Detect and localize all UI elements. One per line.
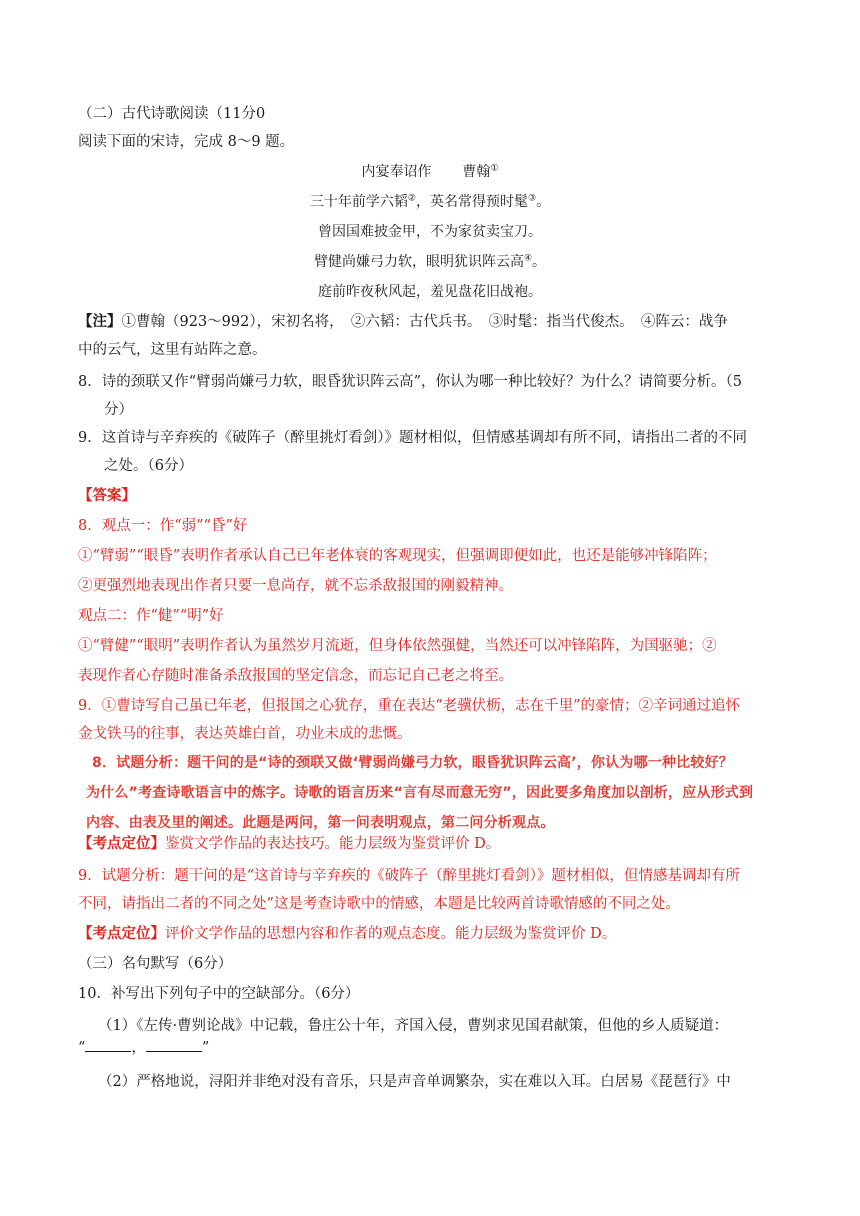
poem-author: 曹翰 <box>462 164 491 180</box>
analysis-8-line-1: 8．试题分析：题干问的是“诗的颈联又做‘臂弱尚嫌弓力软，眼昏犹识阵云高’，你认为哪一种比较好？ <box>92 755 733 771</box>
key-point-8-label: 【考点定位】 <box>78 835 165 852</box>
note-text-1: ①曹翰（923～992），宋初名将， ②六韬：古代兵书。 ③时髦：指当代俊杰。 ④阵云：战争 <box>121 314 728 330</box>
key-point-9 <box>78 924 784 944</box>
analysis-8-line-3: 内容、由表及里的阐述。此题是两问，第一问表明观点，第二问分析观点。 <box>86 815 555 831</box>
analysis-8-image <box>78 746 838 834</box>
analysis-9-line-1: 9．试题分析：题干问的是“这首诗与辛弃疾的《破阵子（醉里挑灯看剑）》题材相似，但情感基调却有所 <box>78 868 740 884</box>
quote-open: “ <box>78 1040 86 1056</box>
question-8-line-2: 分） <box>104 402 133 418</box>
poem-line-1-a: 三十年前学六韬 <box>309 194 408 210</box>
question-10-1: （1）《左传·曹刿论战》中记载，鲁庄公十年，齐国入侵，曹刿求见国君献策，但他的乡人质疑道： <box>98 1018 729 1034</box>
question-8-line-1: 8．诗的颈联又作“臂弱尚嫌弓力软，眼昏犹识阵云高”，你认为哪一种比较好？为什么？请简要分析。（5 <box>78 374 743 390</box>
note-label: 【注】 <box>78 313 122 330</box>
answer-8-view-1: 8．观点一：作“弱”“昏”好 <box>78 518 248 534</box>
answer-label: 【答案】 <box>78 487 136 504</box>
answer-8-view-1-line-1: ①“臂弱”“眼昏”表明作者承认自己已年老体衰的客观现实，但强调即便如此，也还是能够冲锋陷阵； <box>78 548 717 564</box>
key-point-9-text: 评价文学作品的思想内容和作者的观点态度。能力层级为鉴赏评价 D。 <box>165 926 617 942</box>
poem-line-3-note: ④ <box>523 253 533 264</box>
poem-heading <box>0 162 860 182</box>
poem-line-1 <box>0 192 860 212</box>
poem-author-note: ① <box>490 163 499 174</box>
poem-line-3-a: 臂健尚嫌弓力软，眼明犹识阵云高 <box>313 254 524 270</box>
section3-title: （三）名句默写（6分） <box>78 956 233 972</box>
poem-line-3 <box>0 252 860 272</box>
blank-comma: ， <box>131 1040 146 1056</box>
answer-8-view-2-line-2: 表现作者心存随时准备杀敌报国的坚定信念，而忘记自己老之将至。 <box>78 668 513 684</box>
poem-line-3-b: 。 <box>532 254 547 270</box>
answer-9-line-2: 金戈铁马的往事，表达英雄白首，功业未成的悲慨。 <box>78 726 412 742</box>
section2-title: （二）古代诗歌阅读（11分0 <box>78 106 266 122</box>
note-line-1 <box>78 312 784 332</box>
intro-text: 阅读下面的宋诗，完成 8～9 题。 <box>78 134 295 150</box>
answer-9-line-1: 9．①曹诗写自己虽已年老，但报国之心犹存，重在表达“老骥伏枥，志在千里”的豪情；②辛词通过追怀 <box>78 698 741 714</box>
analysis-9-line-2: 不同，请指出二者的不同之处”这是考查诗歌中的情感，本题是比较两首诗歌情感的不同之处。 <box>78 896 680 912</box>
key-point-9-label: 【考点定位】 <box>78 925 165 942</box>
quote-close: ” <box>201 1040 210 1056</box>
question-10: 10．补写出下列句子中的空缺部分。（6分） <box>78 986 360 1002</box>
note-line-2: 中的云气，这里有站阵之意。 <box>78 342 267 358</box>
question-9-line-1: 9．这首诗与辛弃疾的《破阵子（醉里挑灯看剑）》题材相似，但情感基调却有所不同，请指出二者的不同 <box>78 430 747 446</box>
question-9-line-2: 之处。（6分） <box>104 458 193 474</box>
poem-line-1-note-a: ② <box>407 193 416 204</box>
answer-8-view-2-line-1: ①“臂健”“眼明”表明作者认为虽然岁月流逝，但身体依然强健，当然还可以冲锋陷阵，为国驱驰；② <box>78 638 717 654</box>
poem-title: 内宴奉诏作 <box>361 164 432 180</box>
poem-line-4: 庭前昨夜秋风起，羞见盘花旧战袍。 <box>318 284 542 300</box>
question-10-2: （2）严格地说，浔阳并非绝对没有音乐，只是声音单调繁杂，实在难以入耳。白居易《琵琶行》中 <box>98 1074 731 1090</box>
poem-line-1-b: ，英名常得预时髦 <box>416 194 528 210</box>
poem-line-1-c: 。 <box>536 194 551 210</box>
question-10-1-blank <box>78 1038 784 1058</box>
blank-2[interactable] <box>146 1051 202 1052</box>
poem-line-2: 曾因国难披金甲，不为家贫卖宝刀。 <box>318 224 542 240</box>
answer-8-view-2: 观点二：作“健”“明”好 <box>78 608 224 624</box>
blank-1[interactable] <box>85 1051 131 1052</box>
key-point-8-text: 鉴赏文学作品的表达技巧。能力层级为鉴赏评价 D。 <box>165 836 501 852</box>
answer-8-view-1-line-2: ②更强烈地表现出作者只要一息尚存，就不忘杀敌报国的刚毅精神。 <box>78 578 513 594</box>
analysis-8-line-2: 为什么”考查诗歌语言中的炼字。诗歌的语言历来“言有尽而意无穷”，因此要多角度加以剖析，应从形式到 <box>86 785 754 801</box>
key-point-8 <box>78 834 784 854</box>
poem-line-1-note-b: ③ <box>528 193 537 204</box>
